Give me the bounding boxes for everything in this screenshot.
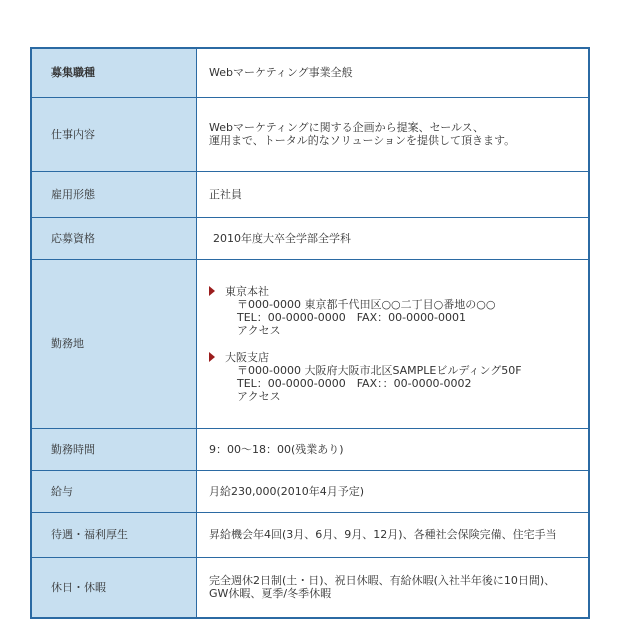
- row-label: 勤務地: [31, 259, 197, 428]
- value-line: 昇給機会年4回(3月、6月、9月、12月)、各種社会保険完備、住宅手当: [209, 528, 557, 541]
- row-label: 募集職種: [31, 48, 197, 97]
- row-benefits: [31, 512, 589, 557]
- row-label: 給与: [31, 470, 197, 512]
- location-name: 東京本社: [225, 284, 269, 298]
- value-line: Webマーケティングに関する企画から提案、セールス、: [209, 121, 485, 134]
- location-address: 〒000-0000 大阪府大阪市北区SAMPLEビルディング50F: [237, 363, 522, 377]
- location-phone: TEL：00-0000-0000 FAX：：00-0000-0002: [237, 376, 472, 390]
- row-label: 勤務時間: [31, 428, 197, 470]
- location-access-link[interactable]: アクセス: [237, 389, 281, 403]
- row-value: [197, 512, 590, 557]
- value-line: Webマーケティング事業全般: [209, 66, 353, 80]
- location-osaka: [209, 351, 580, 403]
- row-label: 雇用形態: [31, 171, 197, 217]
- triangle-marker-icon: [209, 352, 215, 362]
- row-qualification: [31, 217, 589, 259]
- row-value: [197, 48, 590, 97]
- row-holidays: [31, 557, 589, 618]
- row-job-type: [31, 48, 589, 97]
- value-line: 2010年度大卒全学部全学科: [213, 231, 351, 245]
- row-value: [197, 259, 590, 428]
- location-phone: TEL：00-0000-0000 FAX：00-0000-0001: [237, 310, 467, 324]
- value-line: 月給230,000(2010年4月予定): [209, 484, 365, 498]
- value-line: 9：00〜18：00(残業あり): [209, 442, 344, 456]
- row-value: [197, 217, 590, 259]
- row-value: [197, 557, 590, 618]
- value-line: GW休暇、夏季/冬季休暇: [209, 587, 332, 601]
- location-tokyo: [209, 285, 580, 337]
- row-label: 待遇・福利厚生: [31, 512, 197, 557]
- row-value: [197, 97, 590, 171]
- row-employment-type: [31, 171, 589, 217]
- row-label: 応募資格: [31, 217, 197, 259]
- triangle-marker-icon: [209, 286, 215, 296]
- value-line: 正社員: [209, 187, 242, 201]
- location-access-link[interactable]: アクセス: [237, 323, 281, 337]
- row-value: [197, 470, 590, 512]
- row-value: [197, 171, 590, 217]
- row-salary: [31, 470, 589, 512]
- row-work-location: [31, 259, 589, 428]
- row-working-hours: [31, 428, 589, 470]
- value-line: 運用まで、トータル的なソリューションを提供して頂きます。: [209, 134, 516, 147]
- location-address: 〒000-0000 東京都千代田区○○二丁目○番地の○○: [237, 297, 496, 311]
- value-line: 完全週休2日制(土・日)、祝日休暇、有給休暇(入社半年後に10日間)、: [209, 574, 556, 588]
- recruitment-table: [30, 47, 590, 619]
- location-name: 大阪支店: [225, 350, 269, 364]
- row-value: [197, 428, 590, 470]
- row-label: 休日・休暇: [31, 557, 197, 618]
- row-job-description: [31, 97, 589, 171]
- recruitment-info: [30, 47, 590, 619]
- row-label: 仕事内容: [31, 97, 197, 171]
